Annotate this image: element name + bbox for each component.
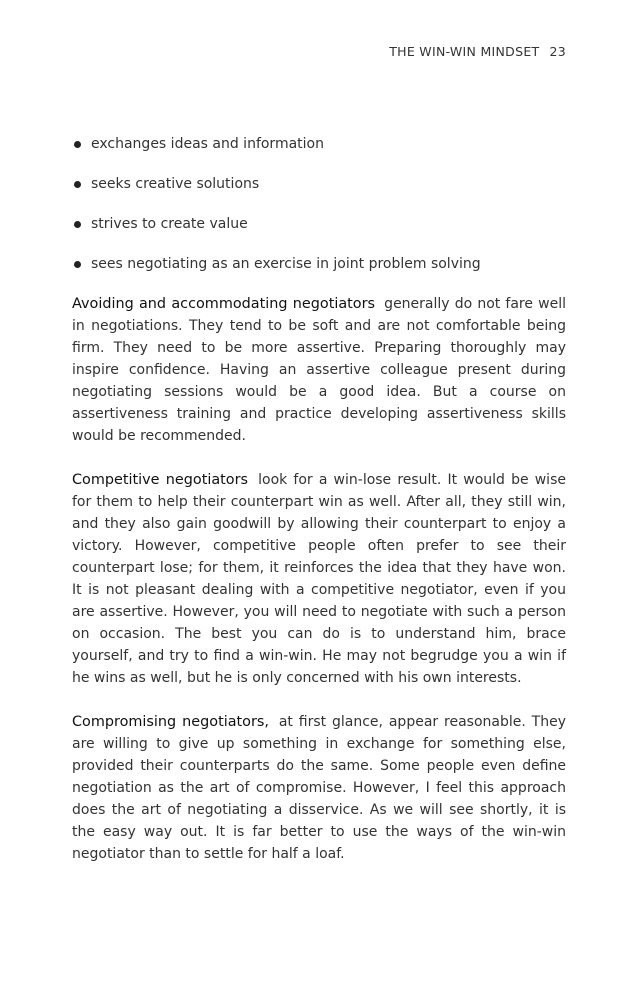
paragraph-lead: Avoiding and accommodating negotiators — [72, 296, 376, 312]
paragraph-compromising — [72, 711, 566, 865]
bullet-icon — [74, 261, 81, 268]
list-item — [72, 213, 566, 235]
list-item — [72, 173, 566, 195]
bullet-icon — [74, 141, 81, 148]
paragraph-lead: Competitive negotiators — [72, 472, 249, 488]
paragraph-text: look for a win-lose result. It would be wise for them to help their counterpart win as well. After all, they still win, and they also gain goodwill by allowing their counterpart to enjoy a victory. However, competitive people often prefer to see their counterpart lose; for them, it reinforces the idea that they have won. It is not pleasant dealing with a competitive negotiator, even if you are assertive. However, you will need to negotiate with such a person on occasion. The best you can do is to understand him, brace yourself, and try to find a win-win. He may not begrudge you a win if he wins as well, but he is only concerned with his own interests. — [72, 472, 566, 686]
list-item — [72, 253, 566, 275]
paragraph-text: at first glance, appear reasonable. They are willing to give up something in exchange for something else, provided their counterparts do the same. Some people even define negotiation as the art of compromise. However, I feel this approach does the art of negotiating a disservice. As we will see shortly, it is the easy way out. It is far better to use the ways of the win-win negotiator than to settle for half a loaf. — [72, 714, 566, 862]
list-item-text: sees negotiating as an exercise in joint problem solving — [91, 256, 481, 272]
paragraph-lead: Compromising negotiators, — [72, 714, 269, 730]
list-item-text: exchanges ideas and information — [91, 136, 324, 152]
running-header — [330, 44, 566, 59]
list-item — [72, 133, 566, 155]
bullet-icon — [74, 221, 81, 228]
page-body — [72, 133, 566, 865]
list-item-text: seeks creative solutions — [91, 176, 260, 192]
running-title: THE WIN-WIN MINDSET — [389, 44, 540, 59]
bullet-list — [72, 133, 566, 275]
paragraph-text: generally do not fare well in negotiations. They tend to be soft and are not comfortable being firm. They need to be more assertive. Preparing thoroughly may inspire confidence. Having an assertive colleague present during negotiating sessions would be a good idea. But a course on assertiveness training and practice developing assertiveness skills would be recommended. — [72, 296, 566, 444]
paragraph-avoiding-accommodating — [72, 293, 566, 447]
list-item-text: strives to create value — [91, 216, 248, 232]
bullet-icon — [74, 181, 81, 188]
paragraph-competitive — [72, 469, 566, 689]
page-number: 23 — [549, 44, 566, 59]
